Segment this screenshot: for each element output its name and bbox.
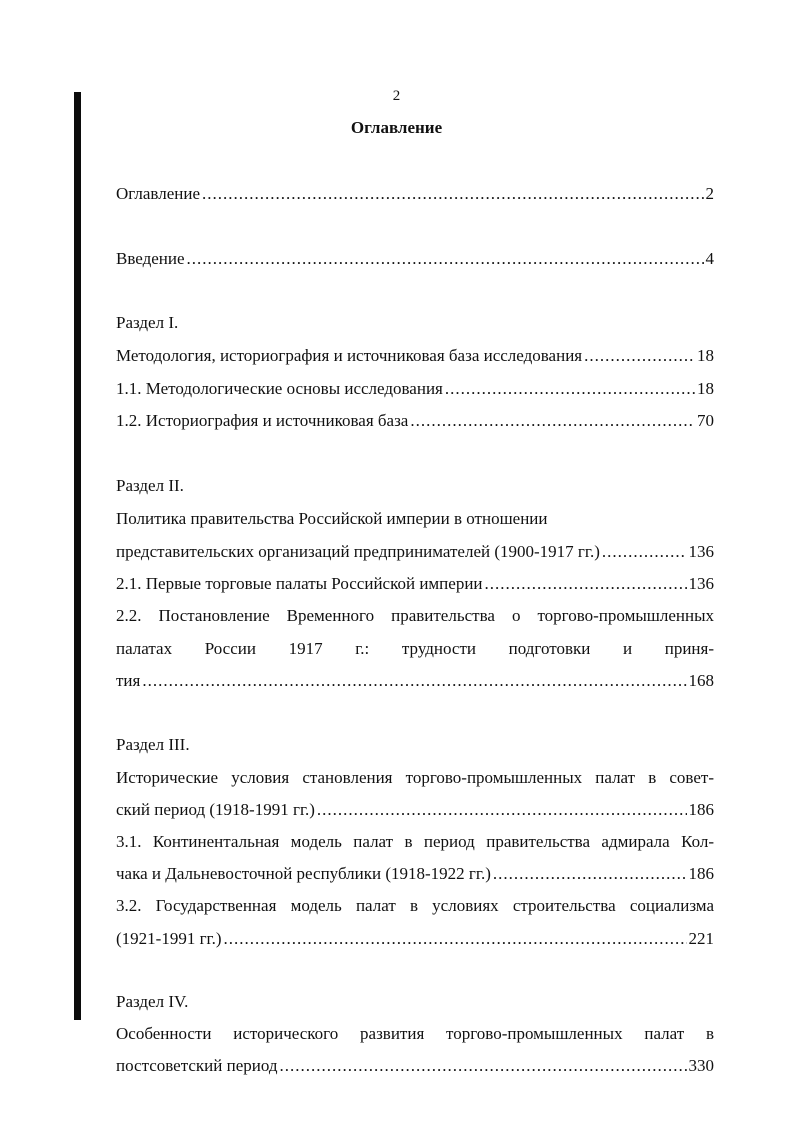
toc-entry-2-1[interactable] xyxy=(116,567,714,600)
toc-label: Введение xyxy=(116,249,185,268)
dot-leader xyxy=(187,242,704,275)
section-3-title-line1[interactable]: Исторические условия становления торгово-промышленных палат в совет- xyxy=(116,768,714,787)
page-title: Оглавление xyxy=(350,118,443,137)
section-2-title-line2[interactable] xyxy=(116,535,714,568)
toc-entry-2-2-line3[interactable] xyxy=(116,664,714,697)
toc-label: постсоветский период xyxy=(116,1056,278,1075)
toc-label: представительских организаций предпринимателей (1900-1917 гг.) xyxy=(116,542,600,561)
toc-page: 168 xyxy=(688,671,714,690)
section-3-title-line2[interactable] xyxy=(116,793,714,826)
toc-label: (1921-1991 гг.) xyxy=(116,929,222,948)
toc-label: Методология, историография и источниковая база исследования xyxy=(116,346,583,365)
dot-leader xyxy=(317,793,687,826)
toc-entry-1-1[interactable] xyxy=(116,372,714,405)
section-2-title-line1[interactable]: Политика правительства Российской империи в отношении xyxy=(116,509,548,528)
toc-page: 136 xyxy=(688,574,714,593)
section-4-heading: Раздел IV. xyxy=(116,992,189,1011)
toc-page: 70 xyxy=(697,411,714,430)
toc-page: 221 xyxy=(688,929,714,948)
toc-page: 18 xyxy=(697,346,714,365)
toc-page: 186 xyxy=(688,864,714,883)
dot-leader xyxy=(485,567,687,600)
dot-leader xyxy=(280,1049,687,1082)
section-1-title[interactable] xyxy=(116,339,714,372)
toc-label: чака и Дальневосточной республики (1918-1922 гг.) xyxy=(116,864,491,883)
dot-leader xyxy=(224,922,687,955)
section-2-heading: Раздел II. xyxy=(116,476,184,495)
toc-entry-2-2-line1[interactable]: 2.2. Постановление Временного правительства о торгово-промышленных xyxy=(116,606,714,625)
toc-entry-intro[interactable] xyxy=(116,242,714,275)
toc-label: 1.1. Методологические основы исследования xyxy=(116,379,443,398)
toc-page: 4 xyxy=(705,249,714,268)
dot-leader xyxy=(602,535,687,568)
toc-label: 1.2. Историография и источниковая база xyxy=(116,411,409,430)
dot-leader xyxy=(445,372,695,405)
section-3-heading: Раздел III. xyxy=(116,735,190,754)
page-number: 2 xyxy=(392,88,401,104)
toc-page: 330 xyxy=(688,1056,714,1075)
toc-entry-contents[interactable] xyxy=(116,177,714,210)
toc-entry-2-2-line2[interactable]: палатах России 1917 г.: трудности подготовки и приня- xyxy=(116,639,714,658)
dot-leader xyxy=(584,339,695,372)
toc-entry-3-1-line1[interactable]: 3.1. Континентальная модель палат в период правительства адмирала Кол- xyxy=(116,832,714,851)
section-4-title-line1[interactable]: Особенности исторического развития торгово-промышленных палат в xyxy=(116,1024,714,1043)
toc-label: ский период (1918-1991 гг.) xyxy=(116,800,315,819)
section-1-heading: Раздел I. xyxy=(116,313,179,332)
toc-label: тия xyxy=(116,671,141,690)
toc-label: 2.1. Первые торговые палаты Российской империи xyxy=(116,574,483,593)
toc-page: 136 xyxy=(688,542,714,561)
toc-page: 2 xyxy=(705,184,714,203)
dot-leader xyxy=(202,177,704,210)
dot-leader xyxy=(410,404,695,437)
toc-label: Оглавление xyxy=(116,184,200,203)
dot-leader xyxy=(493,857,687,890)
toc-entry-3-2-line1[interactable]: 3.2. Государственная модель палат в условиях строительства социализма xyxy=(116,896,714,915)
toc-page: 186 xyxy=(688,800,714,819)
toc-page: 18 xyxy=(697,379,714,398)
section-4-title-line2[interactable] xyxy=(116,1049,714,1082)
scan-margin-bar xyxy=(74,92,81,1020)
toc-entry-1-2[interactable] xyxy=(116,404,714,437)
toc-entry-3-1-line2[interactable] xyxy=(116,857,714,890)
dot-leader xyxy=(142,664,686,697)
toc-entry-3-2-line2[interactable] xyxy=(116,922,714,955)
